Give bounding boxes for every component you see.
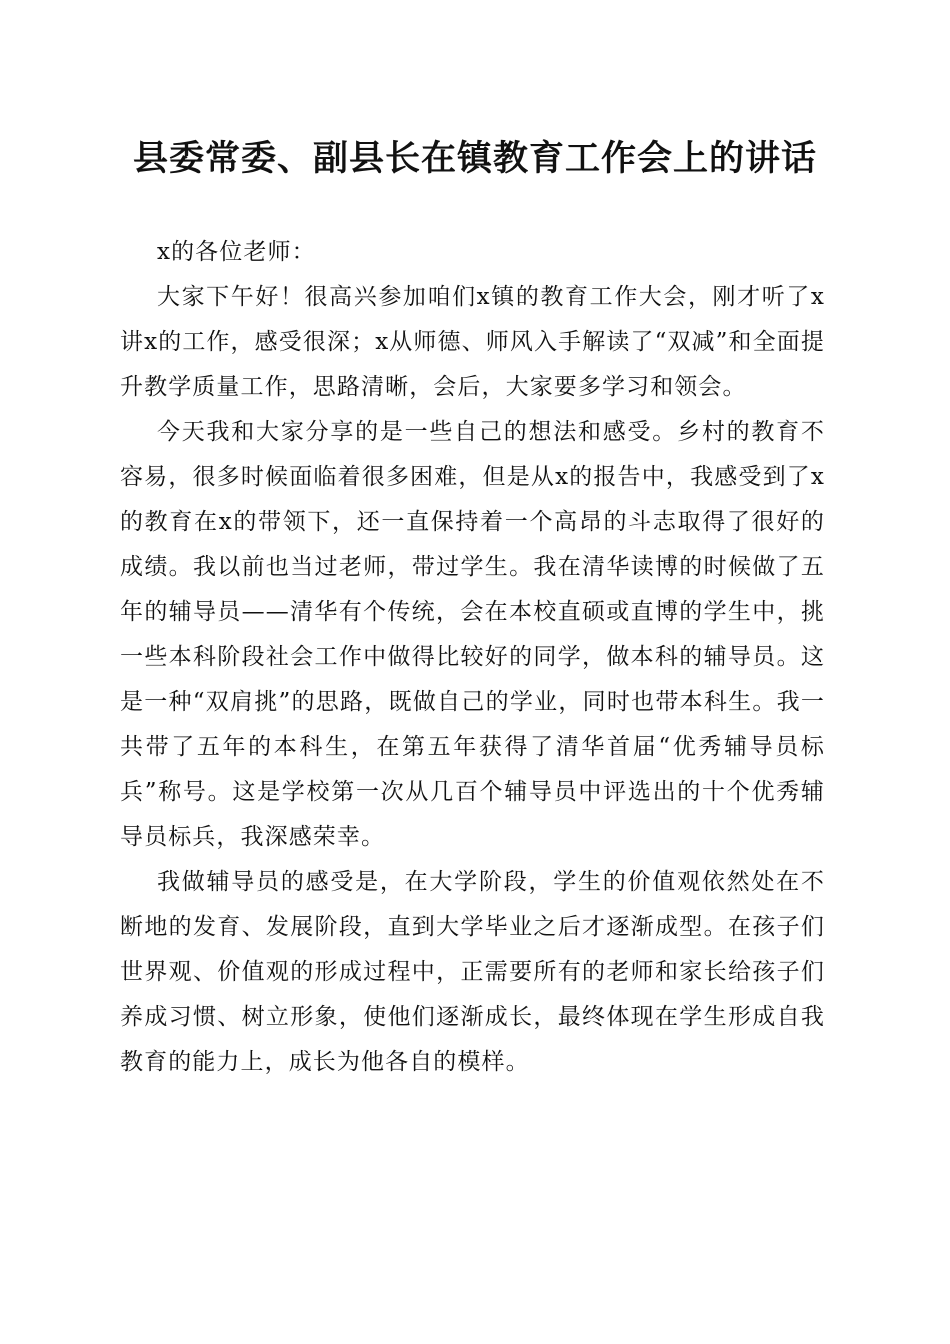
paragraph-2: 今天我和大家分享的是一些自己的想法和感受。乡村的教育不容易，很多时候面临着很多困难，但是从x的报告中，我感受到了x的教育在x的带领下，还一直保持着一个高昂的斗志取得了很好的成绩。我以前也当过老师，带过学生。我在清华读博的时候做了五年的辅导员——清华有个传统，会在本校直硕或直博的学生中，挑一些本科阶段社会工作中做得比较好的同学，做本科的辅导员。这是一种“双肩挑”的思路，既做自己的学业，同时也带本科生。我一共带了五年的本科生，在第五年获得了清华首届“优秀辅导员标兵”称号。这是学校第一次从几百个辅导员中评选出的十个优秀辅导员标兵，我深感荣幸。 [120, 419, 825, 850]
paragraph-1: 大家下午好！很高兴参加咱们x镇的教育工作大会，刚才听了x讲x的工作，感受很深；x从师德、师风入手解读了“双减”和全面提升教学质量工作，思路清晰，会后，大家要多学习和领会。 [120, 284, 825, 400]
document-title: 县委常委、副县长在镇教育工作会上的讲话 [132, 138, 817, 179]
paragraph-3: 我做辅导员的感受是，在大学阶段，学生的价值观依然处在不断地的发育、发展阶段，直到大学毕业之后才逐渐成型。在孩子们世界观、价值观的形成过程中，正需要所有的老师和家长给孩子们养成习惯、树立形象，使他们逐渐成长，最终体现在学生形成自我教育的能力上，成长为他各自的模样。 [120, 869, 825, 1075]
salutation: x的各位老师： [157, 239, 316, 265]
document-body [120, 230, 825, 1085]
